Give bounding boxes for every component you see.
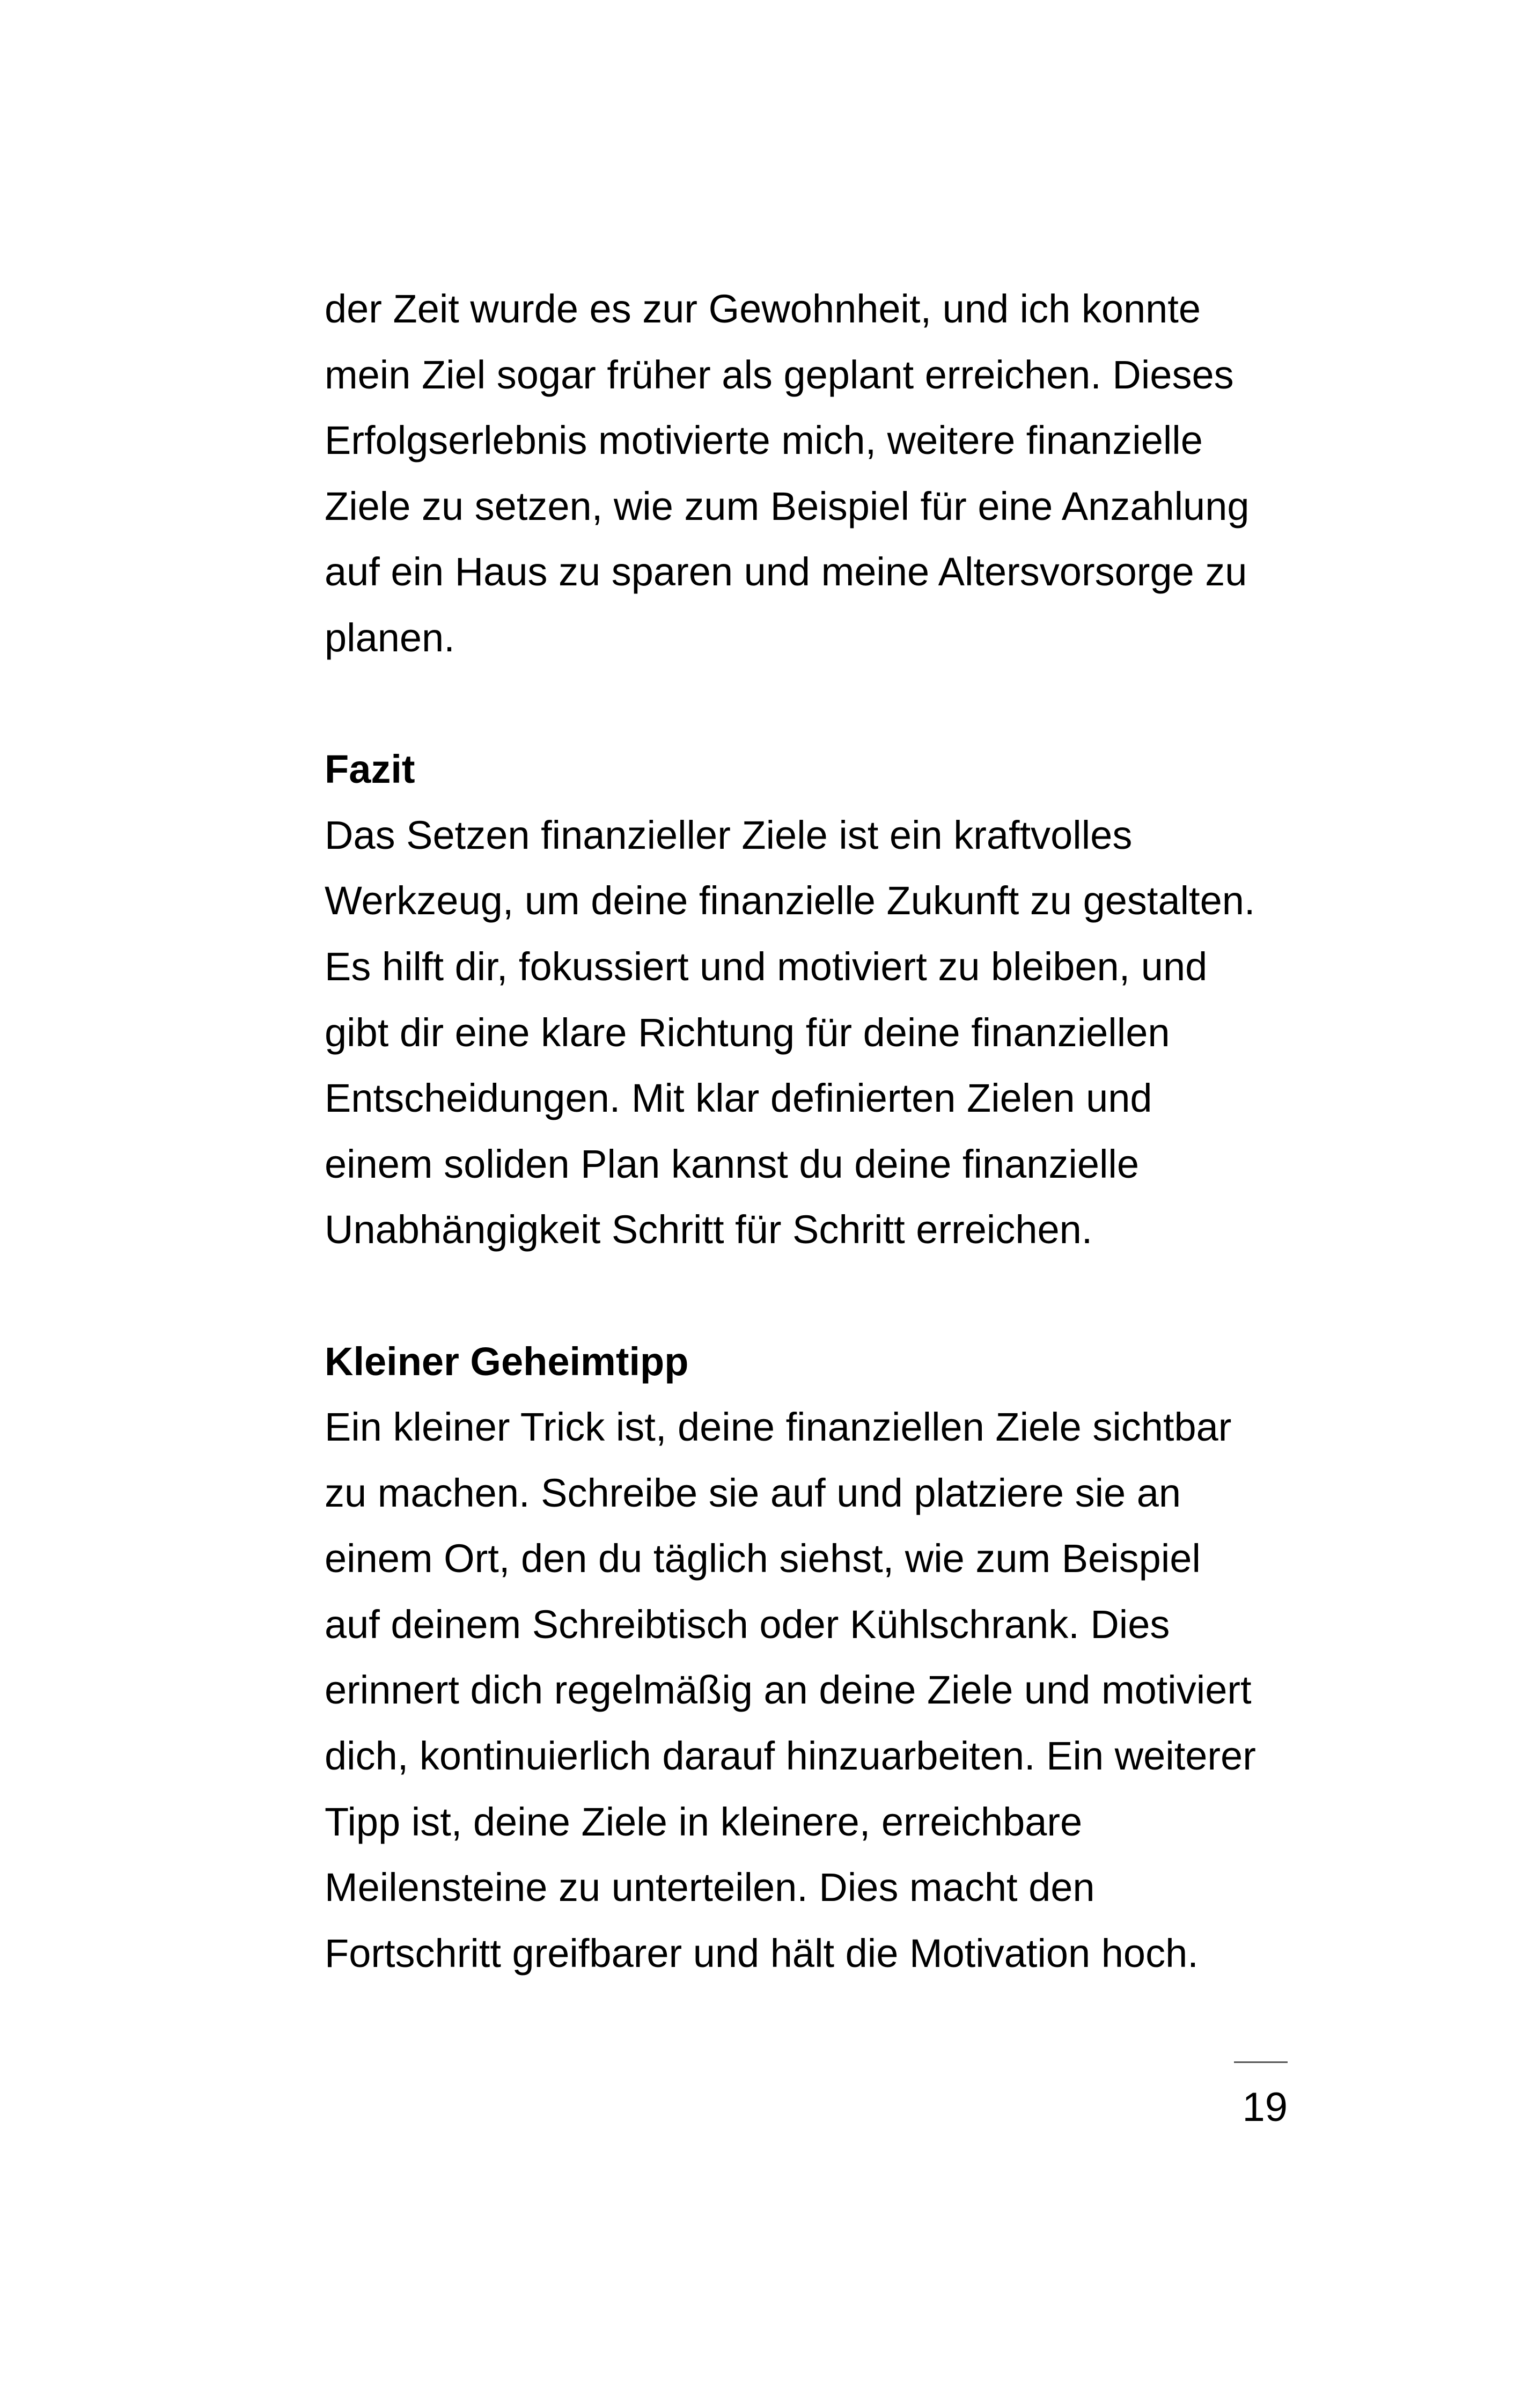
tipp-line: einem Ort, den du täglich siehst, wie zum Beispiel (325, 1536, 1201, 1581)
section-geheimtipp (325, 1329, 1301, 1987)
fazit-line: Entscheidungen. Mit klar definierten Zielen und (325, 1076, 1152, 1121)
fazit-line: Werkzeug, um deine finanzielle Zukunft zu gestalten. (325, 878, 1255, 923)
intro-line: planen. (325, 615, 455, 660)
paragraph-gap (325, 671, 1301, 737)
section-heading-fazit: Fazit (325, 747, 415, 792)
intro-line: mein Ziel sogar früher als geplant erreichen. Dieses (325, 352, 1234, 397)
tipp-line: Ein kleiner Trick ist, deine finanziellen Ziele sichtbar (325, 1405, 1232, 1450)
intro-line: Ziele zu setzen, wie zum Beispiel für eine Anzahlung (325, 483, 1250, 528)
tipp-line: auf deinem Schreibtisch oder Kühlschrank. Dies (325, 1602, 1170, 1647)
paragraph-gap (325, 1263, 1301, 1329)
section-fazit (325, 737, 1301, 1263)
tipp-line: erinnert dich regelmäßig an deine Ziele und motiviert (325, 1668, 1252, 1713)
tipp-line: Tipp ist, deine Ziele in kleinere, erreichbare (325, 1799, 1083, 1844)
intro-paragraph (325, 276, 1301, 671)
fazit-line: gibt dir eine klare Richtung für deine finanziellen (325, 1010, 1170, 1055)
fazit-line: Das Setzen finanzieller Ziele ist ein kraftvolles (325, 812, 1133, 857)
page-body (325, 276, 1301, 1986)
fazit-line: Unabhängigkeit Schritt für Schritt erreichen. (325, 1207, 1093, 1252)
tipp-line: zu machen. Schreibe sie auf und platziere sie an (325, 1470, 1181, 1515)
tipp-line: Meilensteine zu unterteilen. Dies macht den (325, 1865, 1095, 1910)
intro-line: der Zeit wurde es zur Gewohnheit, und ich konnte (325, 287, 1201, 331)
footer-divider (1234, 2061, 1288, 2063)
intro-line: Erfolgserlebnis motivierte mich, weitere finanzielle (325, 418, 1203, 463)
intro-line: auf ein Haus zu sparen und meine Altersvorsorge zu (325, 549, 1247, 594)
fazit-line: einem soliden Plan kannst du deine finanzielle (325, 1141, 1140, 1186)
tipp-line: Fortschritt greifbarer und hält die Motivation hoch. (325, 1930, 1199, 1976)
section-heading-geheimtipp: Kleiner Geheimtipp (325, 1339, 689, 1384)
tipp-line: dich, kontinuierlich darauf hinzuarbeiten. Ein weiterer (325, 1734, 1256, 1779)
fazit-line: Es hilft dir, fokussiert und motiviert zu bleiben, und (325, 944, 1208, 989)
page-number: 19 (1242, 2084, 1288, 2130)
